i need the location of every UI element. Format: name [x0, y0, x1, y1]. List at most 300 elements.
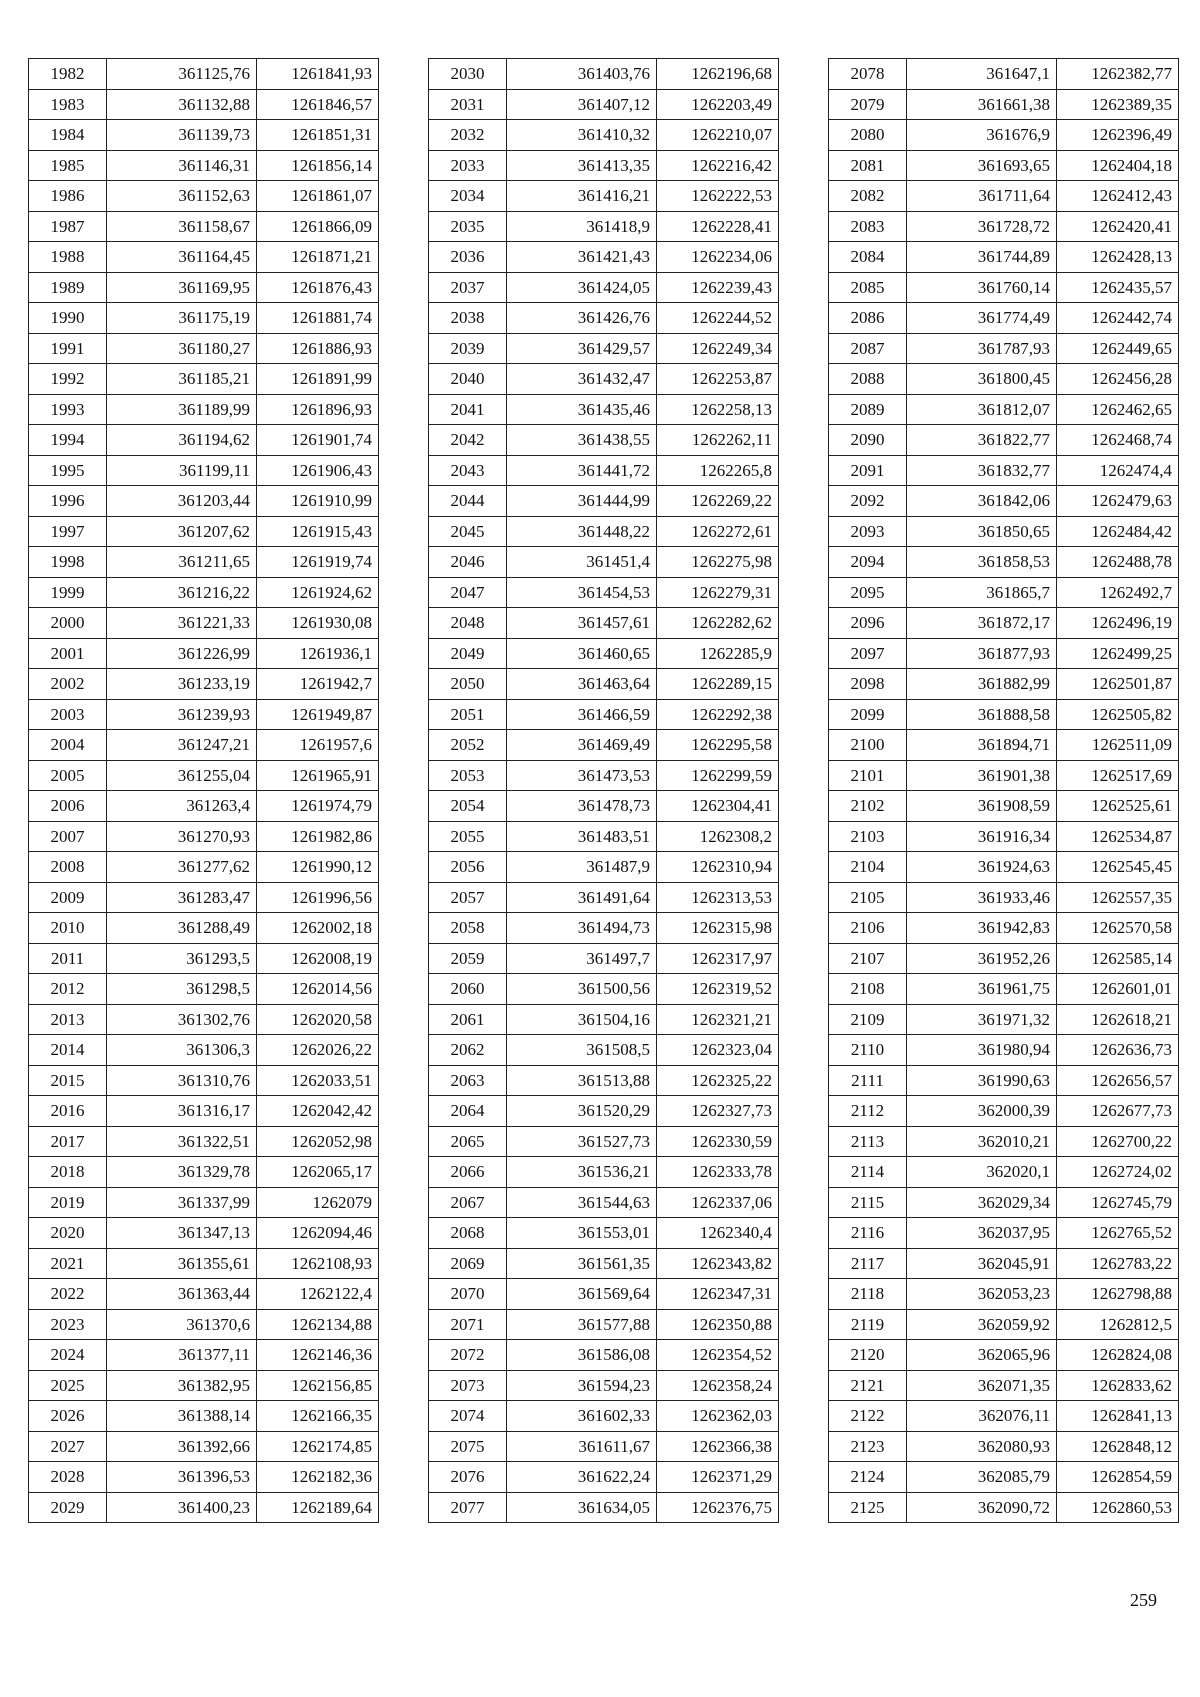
- point-number-cell: 2011: [29, 943, 107, 974]
- table-row: [29, 974, 379, 1005]
- x-coordinate-cell: 361942,83: [907, 913, 1057, 944]
- table-row: [829, 211, 1179, 242]
- point-number-cell: 2072: [429, 1340, 507, 1371]
- point-number-cell: 2117: [829, 1248, 907, 1279]
- x-coordinate-cell: 361916,34: [907, 821, 1057, 852]
- x-coordinate-cell: 362065,96: [907, 1340, 1057, 1371]
- x-coordinate-cell: 361207,62: [107, 516, 257, 547]
- y-coordinate-cell: 1262366,38: [657, 1431, 779, 1462]
- table-row: [29, 364, 379, 395]
- y-coordinate-cell: 1262244,52: [657, 303, 779, 334]
- y-coordinate-cell: 1261891,99: [257, 364, 379, 395]
- x-coordinate-cell: 361463,64: [507, 669, 657, 700]
- table-row: [829, 242, 1179, 273]
- point-number-cell: 2041: [429, 394, 507, 425]
- x-coordinate-cell: 361247,21: [107, 730, 257, 761]
- y-coordinate-cell: 1262333,78: [657, 1157, 779, 1188]
- point-number-cell: 1984: [29, 120, 107, 151]
- table-row: [429, 425, 779, 456]
- point-number-cell: 2122: [829, 1401, 907, 1432]
- point-number-cell: 2082: [829, 181, 907, 212]
- table-row: [429, 89, 779, 120]
- table-row: [29, 120, 379, 151]
- y-coordinate-cell: 1262042,42: [257, 1096, 379, 1127]
- table-row: [429, 1218, 779, 1249]
- point-number-cell: 2071: [429, 1309, 507, 1340]
- table-row: [829, 486, 1179, 517]
- x-coordinate-cell: 361832,77: [907, 455, 1057, 486]
- x-coordinate-cell: 362053,23: [907, 1279, 1057, 1310]
- x-coordinate-cell: 362085,79: [907, 1462, 1057, 1493]
- x-coordinate-cell: 361263,4: [107, 791, 257, 822]
- point-number-cell: 2018: [29, 1157, 107, 1188]
- y-coordinate-cell: 1262249,34: [657, 333, 779, 364]
- table-row: [829, 669, 1179, 700]
- x-coordinate-cell: 361175,19: [107, 303, 257, 334]
- x-coordinate-cell: 361602,33: [507, 1401, 657, 1432]
- y-coordinate-cell: 1261919,74: [257, 547, 379, 578]
- y-coordinate-cell: 1261856,14: [257, 150, 379, 181]
- point-number-cell: 1988: [29, 242, 107, 273]
- point-number-cell: 2035: [429, 211, 507, 242]
- x-coordinate-cell: 361850,65: [907, 516, 1057, 547]
- x-coordinate-cell: 361894,71: [907, 730, 1057, 761]
- table-row: [29, 1004, 379, 1035]
- x-coordinate-cell: 361448,22: [507, 516, 657, 547]
- y-coordinate-cell: 1262841,13: [1057, 1401, 1179, 1432]
- table-row: [829, 303, 1179, 334]
- y-coordinate-cell: 1262033,51: [257, 1065, 379, 1096]
- y-coordinate-cell: 1262313,53: [657, 882, 779, 913]
- point-number-cell: 2012: [29, 974, 107, 1005]
- x-coordinate-cell: 361491,64: [507, 882, 657, 913]
- table-row: [429, 1431, 779, 1462]
- table-row: [429, 1157, 779, 1188]
- x-coordinate-cell: 361561,35: [507, 1248, 657, 1279]
- table-row: [29, 242, 379, 273]
- point-number-cell: 2042: [429, 425, 507, 456]
- y-coordinate-cell: 1262282,62: [657, 608, 779, 639]
- x-coordinate-cell: 361407,12: [507, 89, 657, 120]
- x-coordinate-cell: 361298,5: [107, 974, 257, 1005]
- y-coordinate-cell: 1262474,4: [1057, 455, 1179, 486]
- x-coordinate-cell: 362000,39: [907, 1096, 1057, 1127]
- y-coordinate-cell: 1262798,88: [1057, 1279, 1179, 1310]
- y-coordinate-cell: 1262258,13: [657, 394, 779, 425]
- x-coordinate-cell: 361435,46: [507, 394, 657, 425]
- y-coordinate-cell: 1262358,24: [657, 1370, 779, 1401]
- x-coordinate-cell: 361355,61: [107, 1248, 257, 1279]
- y-coordinate-cell: 1262412,43: [1057, 181, 1179, 212]
- y-coordinate-cell: 1262234,06: [657, 242, 779, 273]
- point-number-cell: 2095: [829, 577, 907, 608]
- x-coordinate-cell: 361478,73: [507, 791, 657, 822]
- x-coordinate-cell: 361454,53: [507, 577, 657, 608]
- table-row: [429, 272, 779, 303]
- y-coordinate-cell: 1262174,85: [257, 1431, 379, 1462]
- point-number-cell: 1999: [29, 577, 107, 608]
- y-coordinate-cell: 1262468,74: [1057, 425, 1179, 456]
- x-coordinate-cell: 361424,05: [507, 272, 657, 303]
- point-number-cell: 2100: [829, 730, 907, 761]
- x-coordinate-cell: 361544,63: [507, 1187, 657, 1218]
- y-coordinate-cell: 1261881,74: [257, 303, 379, 334]
- y-coordinate-cell: 1262122,4: [257, 1279, 379, 1310]
- y-coordinate-cell: 1262428,13: [1057, 242, 1179, 273]
- point-number-cell: 2052: [429, 730, 507, 761]
- point-number-cell: 2077: [429, 1492, 507, 1523]
- y-coordinate-cell: 1261910,99: [257, 486, 379, 517]
- x-coordinate-cell: 361865,7: [907, 577, 1057, 608]
- table-row: [829, 59, 1179, 90]
- y-coordinate-cell: 1262511,09: [1057, 730, 1179, 761]
- y-coordinate-cell: 1261949,87: [257, 699, 379, 730]
- table-row: [29, 821, 379, 852]
- point-number-cell: 2054: [429, 791, 507, 822]
- table-row: [429, 181, 779, 212]
- point-number-cell: 2102: [829, 791, 907, 822]
- x-coordinate-cell: 361239,93: [107, 699, 257, 730]
- y-coordinate-cell: 1262396,49: [1057, 120, 1179, 151]
- table-row: [29, 89, 379, 120]
- table-row: [829, 730, 1179, 761]
- table-row: [29, 486, 379, 517]
- table-row: [29, 1340, 379, 1371]
- point-number-cell: 2026: [29, 1401, 107, 1432]
- point-number-cell: 2101: [829, 760, 907, 791]
- point-number-cell: 1992: [29, 364, 107, 395]
- point-number-cell: 2098: [829, 669, 907, 700]
- y-coordinate-cell: 1262052,98: [257, 1126, 379, 1157]
- table-row: [829, 1187, 1179, 1218]
- point-number-cell: 2028: [29, 1462, 107, 1493]
- y-coordinate-cell: 1262014,56: [257, 974, 379, 1005]
- x-coordinate-cell: 361924,63: [907, 852, 1057, 883]
- table-row: [429, 120, 779, 151]
- point-number-cell: 2031: [429, 89, 507, 120]
- table-row: [29, 1248, 379, 1279]
- point-number-cell: 2075: [429, 1431, 507, 1462]
- x-coordinate-cell: 361990,63: [907, 1065, 1057, 1096]
- table-row: [29, 760, 379, 791]
- point-number-cell: 2030: [429, 59, 507, 90]
- point-number-cell: 2067: [429, 1187, 507, 1218]
- table-row: [829, 1126, 1179, 1157]
- point-number-cell: 2089: [829, 394, 907, 425]
- y-coordinate-cell: 1262289,15: [657, 669, 779, 700]
- point-number-cell: 2056: [429, 852, 507, 883]
- y-coordinate-cell: 1262354,52: [657, 1340, 779, 1371]
- y-coordinate-cell: 1262347,31: [657, 1279, 779, 1310]
- x-coordinate-cell: 362076,11: [907, 1401, 1057, 1432]
- x-coordinate-cell: 362090,72: [907, 1492, 1057, 1523]
- x-coordinate-cell: 361277,62: [107, 852, 257, 883]
- point-number-cell: 2093: [829, 516, 907, 547]
- x-coordinate-cell: 361760,14: [907, 272, 1057, 303]
- x-coordinate-cell: 361416,21: [507, 181, 657, 212]
- table-row: [29, 1157, 379, 1188]
- point-number-cell: 2017: [29, 1126, 107, 1157]
- y-coordinate-cell: 1261876,43: [257, 272, 379, 303]
- x-coordinate-cell: 361347,13: [107, 1218, 257, 1249]
- x-coordinate-cell: 361980,94: [907, 1035, 1057, 1066]
- table-row: [829, 852, 1179, 883]
- y-coordinate-cell: 1262824,08: [1057, 1340, 1179, 1371]
- point-number-cell: 2058: [429, 913, 507, 944]
- table-row: [829, 577, 1179, 608]
- y-coordinate-cell: 1262812,5: [1057, 1309, 1179, 1340]
- y-coordinate-cell: 1262134,88: [257, 1309, 379, 1340]
- point-number-cell: 2076: [429, 1462, 507, 1493]
- point-number-cell: 1994: [29, 425, 107, 456]
- point-number-cell: 2086: [829, 303, 907, 334]
- x-coordinate-cell: 361211,65: [107, 547, 257, 578]
- table-row: [829, 1370, 1179, 1401]
- point-number-cell: 2004: [29, 730, 107, 761]
- table-row: [429, 1462, 779, 1493]
- x-coordinate-cell: 361185,21: [107, 364, 257, 395]
- table-row: [429, 1279, 779, 1310]
- x-coordinate-cell: 361337,99: [107, 1187, 257, 1218]
- x-coordinate-cell: 361293,5: [107, 943, 257, 974]
- table-row: [29, 638, 379, 669]
- x-coordinate-cell: 361199,11: [107, 455, 257, 486]
- table-row: [429, 150, 779, 181]
- point-number-cell: 1996: [29, 486, 107, 517]
- point-number-cell: 2080: [829, 120, 907, 151]
- table-row: [429, 1370, 779, 1401]
- x-coordinate-cell: 361125,76: [107, 59, 257, 90]
- point-number-cell: 2061: [429, 1004, 507, 1035]
- x-coordinate-cell: 361158,67: [107, 211, 257, 242]
- y-coordinate-cell: 1262340,4: [657, 1218, 779, 1249]
- x-coordinate-cell: 361233,19: [107, 669, 257, 700]
- table-row: [429, 1248, 779, 1279]
- y-coordinate-cell: 1262327,73: [657, 1096, 779, 1127]
- point-number-cell: 2110: [829, 1035, 907, 1066]
- y-coordinate-cell: 1261996,56: [257, 882, 379, 913]
- x-coordinate-cell: 361370,6: [107, 1309, 257, 1340]
- x-coordinate-cell: 361971,32: [907, 1004, 1057, 1035]
- table-row: [829, 1004, 1179, 1035]
- point-number-cell: 2099: [829, 699, 907, 730]
- point-number-cell: 2124: [829, 1462, 907, 1493]
- table-row: [29, 852, 379, 883]
- point-number-cell: 2003: [29, 699, 107, 730]
- x-coordinate-cell: 361527,73: [507, 1126, 657, 1157]
- y-coordinate-cell: 1262026,22: [257, 1035, 379, 1066]
- x-coordinate-cell: 361774,49: [907, 303, 1057, 334]
- point-number-cell: 1983: [29, 89, 107, 120]
- x-coordinate-cell: 361586,08: [507, 1340, 657, 1371]
- point-number-cell: 2114: [829, 1157, 907, 1188]
- point-number-cell: 2040: [429, 364, 507, 395]
- table-row: [29, 150, 379, 181]
- table-row: [429, 59, 779, 90]
- y-coordinate-cell: 1262371,29: [657, 1462, 779, 1493]
- x-coordinate-cell: 361180,27: [107, 333, 257, 364]
- table-row: [429, 577, 779, 608]
- x-coordinate-cell: 361961,75: [907, 974, 1057, 1005]
- x-coordinate-cell: 362080,93: [907, 1431, 1057, 1462]
- table-row: [829, 425, 1179, 456]
- point-number-cell: 2006: [29, 791, 107, 822]
- point-number-cell: 2048: [429, 608, 507, 639]
- x-coordinate-cell: 361536,21: [507, 1157, 657, 1188]
- table-row: [429, 974, 779, 1005]
- point-number-cell: 2069: [429, 1248, 507, 1279]
- x-coordinate-cell: 361403,76: [507, 59, 657, 90]
- table-row: [29, 181, 379, 212]
- y-coordinate-cell: 1262404,18: [1057, 150, 1179, 181]
- y-coordinate-cell: 1262295,58: [657, 730, 779, 761]
- y-coordinate-cell: 1262601,01: [1057, 974, 1179, 1005]
- y-coordinate-cell: 1262362,03: [657, 1401, 779, 1432]
- y-coordinate-cell: 1262745,79: [1057, 1187, 1179, 1218]
- page-number: 259: [1130, 1590, 1157, 1610]
- point-number-cell: 2081: [829, 150, 907, 181]
- x-coordinate-cell: 361611,67: [507, 1431, 657, 1462]
- table-row: [429, 730, 779, 761]
- point-number-cell: 2097: [829, 638, 907, 669]
- table-row: [829, 1157, 1179, 1188]
- table-row: [429, 333, 779, 364]
- y-coordinate-cell: 1262156,85: [257, 1370, 379, 1401]
- x-coordinate-cell: 361329,78: [107, 1157, 257, 1188]
- y-coordinate-cell: 1262382,77: [1057, 59, 1179, 90]
- point-number-cell: 2010: [29, 913, 107, 944]
- y-coordinate-cell: 1261942,7: [257, 669, 379, 700]
- table-row: [829, 943, 1179, 974]
- point-number-cell: 2083: [829, 211, 907, 242]
- point-number-cell: 2013: [29, 1004, 107, 1035]
- table-row: [429, 699, 779, 730]
- x-coordinate-cell: 361520,29: [507, 1096, 657, 1127]
- point-number-cell: 2121: [829, 1370, 907, 1401]
- y-coordinate-cell: 1262656,57: [1057, 1065, 1179, 1096]
- x-coordinate-cell: 361594,23: [507, 1370, 657, 1401]
- y-coordinate-cell: 1262557,35: [1057, 882, 1179, 913]
- x-coordinate-cell: 361504,16: [507, 1004, 657, 1035]
- point-number-cell: 2049: [429, 638, 507, 669]
- point-number-cell: 2059: [429, 943, 507, 974]
- x-coordinate-cell: 361473,53: [507, 760, 657, 791]
- y-coordinate-cell: 1261982,86: [257, 821, 379, 852]
- y-coordinate-cell: 1262262,11: [657, 425, 779, 456]
- x-coordinate-cell: 361169,95: [107, 272, 257, 303]
- table-row: [429, 242, 779, 273]
- point-number-cell: 2125: [829, 1492, 907, 1523]
- x-coordinate-cell: 361216,22: [107, 577, 257, 608]
- x-coordinate-cell: 361469,49: [507, 730, 657, 761]
- y-coordinate-cell: 1261936,1: [257, 638, 379, 669]
- table-row: [829, 882, 1179, 913]
- y-coordinate-cell: 1262479,63: [1057, 486, 1179, 517]
- y-coordinate-cell: 1261965,91: [257, 760, 379, 791]
- x-coordinate-cell: 361189,99: [107, 394, 257, 425]
- point-number-cell: 2120: [829, 1340, 907, 1371]
- table-row: [29, 1431, 379, 1462]
- table-row: [429, 1309, 779, 1340]
- table-row: [29, 913, 379, 944]
- table-row: [829, 272, 1179, 303]
- x-coordinate-cell: 362045,91: [907, 1248, 1057, 1279]
- point-number-cell: 2108: [829, 974, 907, 1005]
- point-number-cell: 2039: [429, 333, 507, 364]
- y-coordinate-cell: 1262189,64: [257, 1492, 379, 1523]
- point-number-cell: 2025: [29, 1370, 107, 1401]
- point-number-cell: 2078: [829, 59, 907, 90]
- table-row: [829, 1309, 1179, 1340]
- table-row: [29, 1096, 379, 1127]
- coordinate-table-3: [828, 58, 1179, 1523]
- table-row: [29, 1279, 379, 1310]
- point-number-cell: 2113: [829, 1126, 907, 1157]
- point-number-cell: 2015: [29, 1065, 107, 1096]
- table-row: [29, 516, 379, 547]
- y-coordinate-cell: 1262860,53: [1057, 1492, 1179, 1523]
- x-coordinate-cell: 361676,9: [907, 120, 1057, 151]
- x-coordinate-cell: 361661,38: [907, 89, 1057, 120]
- table-row: [429, 791, 779, 822]
- y-coordinate-cell: 1262285,9: [657, 638, 779, 669]
- point-number-cell: 2104: [829, 852, 907, 883]
- y-coordinate-cell: 1262343,82: [657, 1248, 779, 1279]
- y-coordinate-cell: 1262783,22: [1057, 1248, 1179, 1279]
- y-coordinate-cell: 1262765,52: [1057, 1218, 1179, 1249]
- table-row: [429, 1096, 779, 1127]
- y-coordinate-cell: 1262505,82: [1057, 699, 1179, 730]
- table-row: [429, 364, 779, 395]
- y-coordinate-cell: 1261974,79: [257, 791, 379, 822]
- point-number-cell: 2065: [429, 1126, 507, 1157]
- y-coordinate-cell: 1262618,21: [1057, 1004, 1179, 1035]
- table-row: [829, 608, 1179, 639]
- point-number-cell: 2032: [429, 120, 507, 151]
- y-coordinate-cell: 1262253,87: [657, 364, 779, 395]
- x-coordinate-cell: 361322,51: [107, 1126, 257, 1157]
- x-coordinate-cell: 361132,88: [107, 89, 257, 120]
- y-coordinate-cell: 1262319,52: [657, 974, 779, 1005]
- point-number-cell: 2033: [429, 150, 507, 181]
- point-number-cell: 2047: [429, 577, 507, 608]
- x-coordinate-cell: 361952,26: [907, 943, 1057, 974]
- x-coordinate-cell: 361647,1: [907, 59, 1057, 90]
- y-coordinate-cell: 1261930,08: [257, 608, 379, 639]
- table-row: [429, 608, 779, 639]
- point-number-cell: 1995: [29, 455, 107, 486]
- x-coordinate-cell: 361444,99: [507, 486, 657, 517]
- y-coordinate-cell: 1262420,41: [1057, 211, 1179, 242]
- coordinate-table-2: [428, 58, 779, 1523]
- point-number-cell: 2036: [429, 242, 507, 273]
- table-row: [429, 821, 779, 852]
- table-row: [29, 59, 379, 90]
- y-coordinate-cell: 1262456,28: [1057, 364, 1179, 395]
- table-row: [29, 943, 379, 974]
- y-coordinate-cell: 1262079: [257, 1187, 379, 1218]
- point-number-cell: 2111: [829, 1065, 907, 1096]
- x-coordinate-cell: 361888,58: [907, 699, 1057, 730]
- x-coordinate-cell: 361553,01: [507, 1218, 657, 1249]
- y-coordinate-cell: 1262499,25: [1057, 638, 1179, 669]
- table-row: [429, 516, 779, 547]
- point-number-cell: 1990: [29, 303, 107, 334]
- point-number-cell: 2044: [429, 486, 507, 517]
- y-coordinate-cell: 1262203,49: [657, 89, 779, 120]
- point-number-cell: 2024: [29, 1340, 107, 1371]
- x-coordinate-cell: 361483,51: [507, 821, 657, 852]
